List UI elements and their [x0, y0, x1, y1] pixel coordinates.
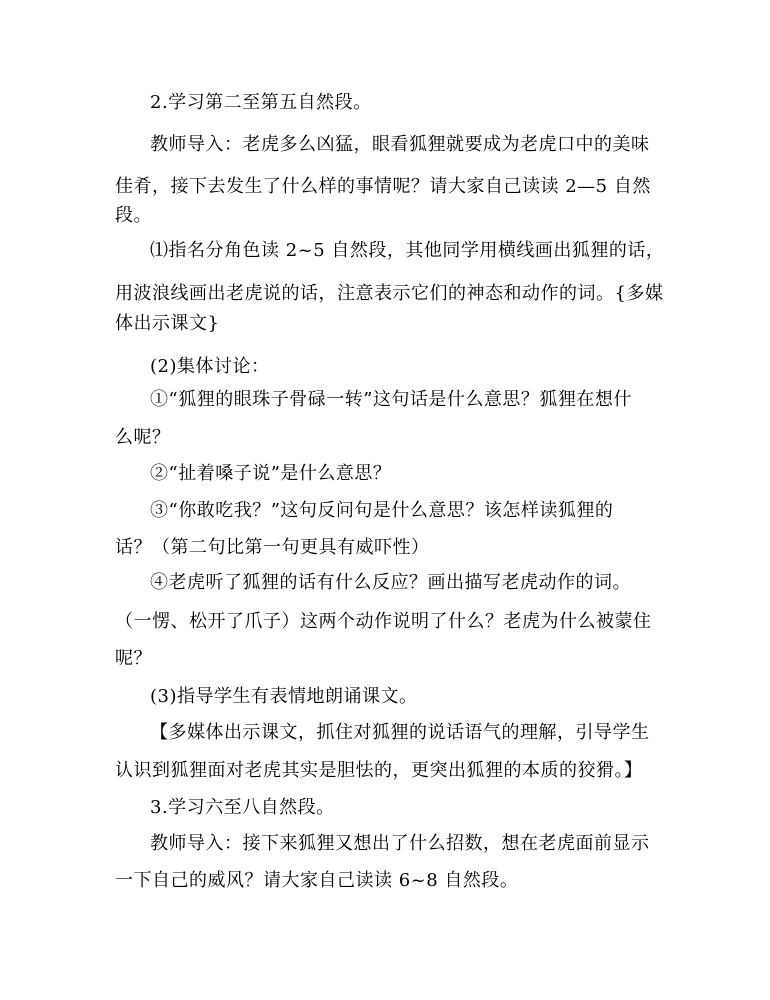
section-heading-2: 2.学习第二至第五自然段。: [150, 92, 372, 113]
paragraph-line: ③“你敢吃我？”这句反问句是什么意思？该怎样读狐狸的: [150, 500, 614, 521]
paragraph-line: 教师导入：接下来狐狸又想出了什么招数，想在老虎面前显示: [150, 833, 650, 854]
paragraph-line: (2)集体讨论：: [150, 356, 270, 377]
paragraph-line: (3)指导学生有表情地朗诵课文。: [150, 686, 418, 707]
paragraph-line: 呢？: [115, 648, 152, 669]
paragraph-line: （一愣、松开了爪子）这两个动作说明了什么？老虎为什么被蒙住: [115, 611, 652, 632]
paragraph-line: ②“扯着嗓子说”是什么意思？: [150, 463, 392, 484]
paragraph-line: ①“狐狸的眼珠子骨碌一转”这句话是什么意思？狐狸在想什: [150, 389, 632, 410]
paragraph-line: 体出示课文}: [115, 313, 220, 334]
paragraph-line: 么呢？: [115, 427, 171, 448]
paragraph-line: 段。: [115, 205, 152, 226]
paragraph-line: 一下自己的威风？请大家自己读读 6~8 自然段。: [115, 870, 519, 891]
paragraph-line: 认识到狐狸面对老虎其实是胆怯的，更突出狐狸的本质的狡猾。】: [115, 760, 643, 781]
paragraph-line: 【多媒体出示课文，抓住对狐狸的说话语气的理解，引导学生: [150, 722, 650, 743]
paragraph-line: 话？（第二句比第一句更具有威吓性）: [115, 537, 430, 558]
paragraph-line: 用波浪线画出老虎说的话，注意表示它们的神态和动作的词。{多媒: [115, 283, 664, 304]
paragraph-line: ⑴指名分角色读 2~5 自然段，其他同学用横线画出狐狸的话，: [150, 240, 665, 261]
paragraph-line: ④老虎听了狐狸的话有什么反应？画出描写老虎动作的词。: [150, 572, 631, 593]
section-heading-3: 3.学习六至八自然段。: [150, 797, 335, 818]
paragraph-line: 佳肴，接下去发生了什么样的事情呢？请大家自己读读 2—5 自然: [115, 176, 651, 197]
paragraph-line: 教师导入：老虎多么凶猛，眼看狐狸就要成为老虎口中的美味: [150, 134, 650, 155]
